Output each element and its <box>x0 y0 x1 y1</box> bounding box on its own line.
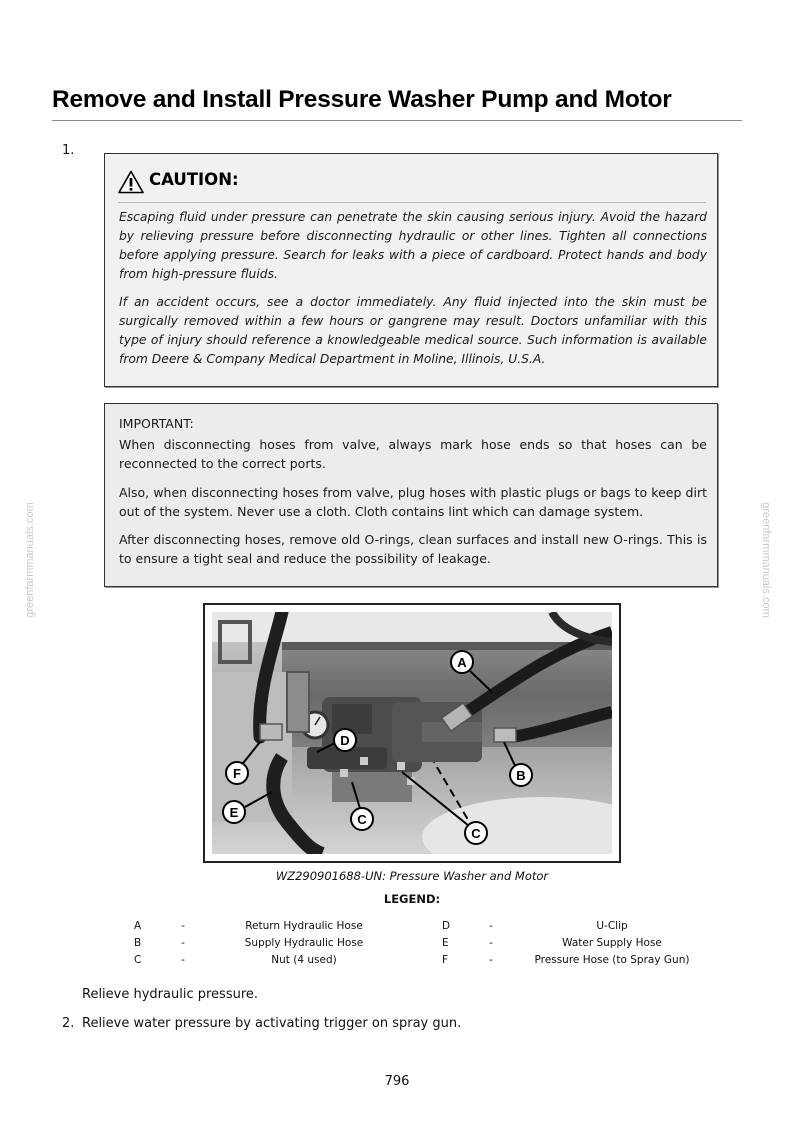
svg-text:C: C <box>471 826 481 841</box>
important-paragraph-3: After disconnecting hoses, remove old O-rings, clean surfaces and install new O-rings. This is to ensure a tight seal and reduce the possibility of leakage. <box>119 532 707 566</box>
legend-dash: - <box>489 920 493 932</box>
caution-box <box>104 153 718 387</box>
legend-letter: E <box>442 937 449 949</box>
svg-text:C: C <box>357 812 367 827</box>
legend-dash: - <box>489 954 493 966</box>
step-2-number: 2. <box>62 1016 75 1031</box>
legend-description: Nut (4 used) <box>271 954 337 966</box>
page-title: Remove and Install Pressure Washer Pump and Motor <box>52 86 742 121</box>
callout-b <box>510 764 532 786</box>
step-1-number: 1. <box>62 143 75 158</box>
legend-dash: - <box>181 937 185 949</box>
pressure-washer-photo <box>212 612 612 854</box>
legend-letter: A <box>134 920 142 932</box>
legend-title: LEGEND: <box>383 892 441 906</box>
figure-frame <box>203 603 621 863</box>
callout-c-2 <box>465 822 487 844</box>
legend-dash: - <box>181 954 185 966</box>
nut-c2 <box>397 762 405 770</box>
legend-description: Water Supply Hose <box>562 937 662 949</box>
callout-e <box>223 801 245 823</box>
warning-triangle-icon <box>118 170 144 194</box>
page-number: 796 <box>384 1074 410 1089</box>
caution-title: CAUTION: <box>149 170 239 189</box>
nut-c4 <box>340 769 348 777</box>
legend-letter: B <box>134 937 142 949</box>
watermark-right: greenfarmmanuals.com <box>760 502 772 618</box>
caution-header <box>118 168 706 203</box>
legend-description: Supply Hydraulic Hose <box>244 937 364 949</box>
fitting-f <box>260 724 282 740</box>
callout-d <box>334 729 356 751</box>
watermark-left: greenfarmmanuals.com <box>24 502 36 618</box>
caution-paragraph-2: If an accident occurs, see a doctor immediately. Any fluid injected into the skin must be surgically removed within a few hours or gangrene may result. Doctors unfamiliar with this type of injury should reference a knowledgeable medical source. Such information is available from Deere & Company Medical Department in Moline, Illinois, U.S.A. <box>119 295 707 366</box>
callout-a <box>451 651 473 673</box>
svg-text:B: B <box>516 768 526 783</box>
step-2-text: Relieve water pressure by activating trigger on spray gun. <box>82 1016 462 1031</box>
legend-letter: C <box>134 954 142 966</box>
svg-text:A: A <box>457 655 467 670</box>
fitting-b <box>494 728 516 742</box>
legend-description: Return Hydraulic Hose <box>245 920 363 932</box>
caution-paragraph-1: Escaping fluid under pressure can penetrate the skin causing serious injury. Avoid the hazard by relieving pressure before disconnecting hydraulic or other lines. Tighten all connections before applying pressure. Search for leaks with a piece of cardboard. Protect hands and body from high-pressure fluids. <box>119 210 707 281</box>
legend-description: Pressure Hose (to Spray Gun) <box>534 954 690 966</box>
legend-description: U-Clip <box>596 920 628 932</box>
callout-f <box>226 762 248 784</box>
step-1-action: Relieve hydraulic pressure. <box>82 987 259 1002</box>
svg-text:F: F <box>233 766 241 781</box>
legend-letter: D <box>442 920 451 932</box>
nut-c1 <box>360 757 368 765</box>
legend-letter: F <box>442 954 449 966</box>
figure-caption: WZ290901688-UN: Pressure Washer and Motor <box>275 869 549 883</box>
important-box <box>104 403 718 587</box>
important-paragraph-1: When disconnecting hoses from valve, always mark hose ends so that hoses can be reconnected to the correct ports. <box>119 437 707 471</box>
legend-dash: - <box>181 920 185 932</box>
important-label: IMPORTANT: <box>119 416 194 431</box>
callout-c-1 <box>351 808 373 830</box>
svg-text:D: D <box>340 733 350 748</box>
svg-text:E: E <box>229 805 239 820</box>
legend-dash: - <box>489 937 493 949</box>
important-paragraph-2: Also, when disconnecting hoses from valve, plug hoses with plastic plugs or bags to keep dirt out of the system. Never use a cloth. Cloth contains lint which can damage system. <box>119 485 707 519</box>
